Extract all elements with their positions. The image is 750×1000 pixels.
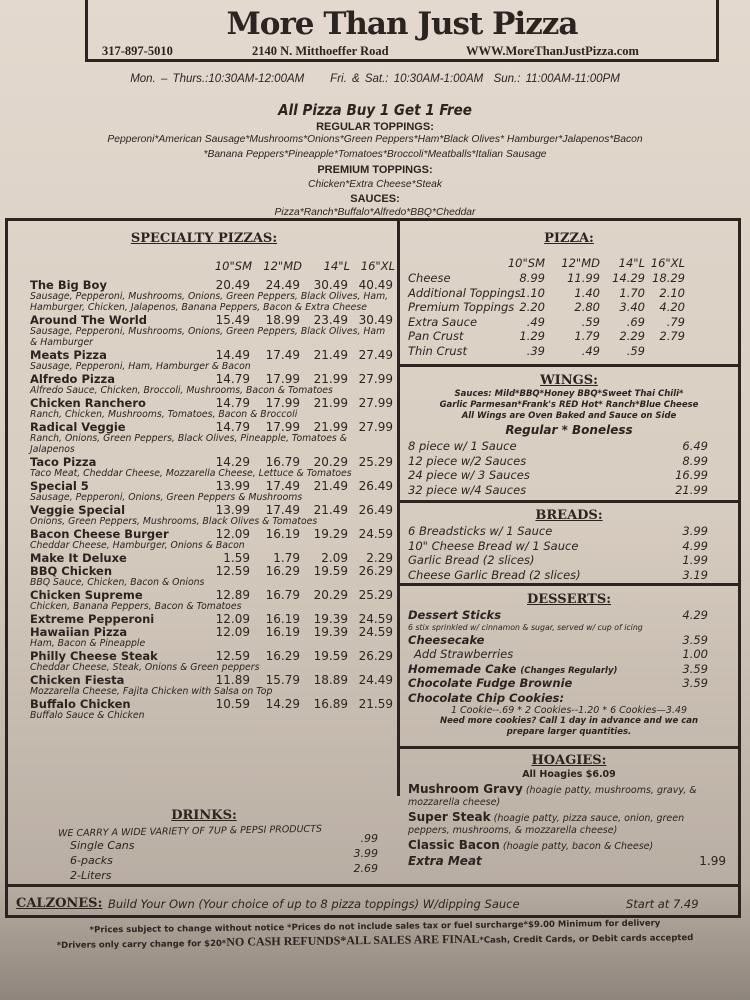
specialty-item (30, 551, 400, 564)
item-price: 19.39 (313, 625, 348, 639)
item-price: 21.49 (313, 503, 348, 517)
specialty-item (30, 697, 400, 721)
item-name: Around The World (30, 313, 147, 327)
extra-meat-price: 1.99 (699, 854, 726, 868)
item-price: 18.89 (313, 673, 348, 687)
item-price: 26.49 (358, 479, 393, 493)
item-price: 17.49 (265, 503, 300, 517)
wings-item-price: 8.99 (682, 453, 708, 468)
sauces-label: SAUCES: (350, 193, 400, 205)
pizza-price: .49 (526, 314, 545, 329)
size-headers (8, 259, 400, 273)
hoagies-section (400, 749, 738, 884)
restaurant-name: More Than Just Pizza (226, 6, 578, 42)
breads-item-name: Garlic Bread (2 slices) (408, 553, 535, 567)
hours: Mon. – Thurs.:10:30AM-12:00AM Fri. & Sat.: 10:30AM-1:00AM Sun.: 11:00AM-11:00PM (130, 73, 620, 85)
item-desc: Chicken, Banana Peppers, Bacon & Tomatoes (30, 601, 242, 612)
item-name: Chicken Fiesta (30, 673, 125, 687)
specialty-title: SPECIALTY PIZZAS: (130, 231, 278, 246)
specialty-item-row (30, 625, 400, 638)
breads-item-name: Cheese Garlic Bread (2 slices) (408, 567, 581, 582)
pizza-price: 1.29 (519, 329, 545, 343)
specialty-item (30, 479, 400, 503)
item-price: 12.09 (215, 612, 250, 626)
menu-box (5, 218, 741, 918)
pizza-row (400, 286, 738, 301)
item-price: 14.79 (215, 372, 250, 386)
pizza-price: 1.70 (619, 285, 645, 300)
wing-sauces-1: Sauces: Mild*BBQ*Honey BBQ*Sweet Thai Chili* (454, 389, 684, 399)
specialty-item-row (30, 479, 400, 492)
pizza-title: PIZZA: (544, 231, 594, 246)
item-desc: Onions, Green Peppers, Mushrooms, Black Olives & Tomatoes (30, 516, 318, 527)
header-box (85, 0, 719, 62)
item-desc: Ranch, Chicken, Mushrooms, Tomatoes, Bacon & Broccoli (30, 409, 298, 420)
item-price: 26.49 (358, 503, 393, 517)
hoagie-name: Mushroom Gravy (408, 782, 523, 796)
item-desc: Mozzarella Cheese, Fajita Chicken with Salsa on Top (30, 686, 273, 697)
pizza-price: .59 (581, 314, 600, 329)
item-price: 17.99 (265, 372, 300, 386)
specialty-item-row (30, 551, 400, 564)
hoagies-title: HOAGIES: (531, 753, 607, 768)
pizza-row-name: Thin Crust (408, 343, 467, 358)
specialty-item (30, 313, 400, 348)
specialty-item (30, 455, 400, 479)
wing-sauces-2: Garlic Parmesan*Frank's RED Hot* Ranch*Blue Cheese (439, 400, 699, 410)
item-desc: Sausage, Pepperoni, Mushrooms, Onions, Green Peppers, Black Olives, Ham & Hamburger (30, 326, 386, 348)
breads-section (400, 503, 738, 586)
drink-price: 2.69 (353, 862, 378, 875)
specialty-item (30, 649, 400, 673)
extra-meat: Extra Meat (408, 854, 482, 868)
hoagie-desc: (hoagie patty, mushrooms, gravy, & mozzarella cheese) (408, 785, 697, 808)
item-price: 14.29 (215, 455, 250, 469)
specialty-item (30, 503, 400, 527)
pizza-row (400, 315, 738, 330)
wings-item-name: 32 piece w/4 Sauces (408, 482, 527, 497)
item-name: Special 5 (30, 479, 89, 493)
drink-item: 6-packs (70, 854, 113, 867)
specialty-item (30, 625, 400, 649)
item-price: 20.29 (313, 455, 348, 469)
item-price: 12.89 (215, 588, 250, 602)
hoagie-name: Classic Bacon (408, 838, 500, 852)
item-price: 14.79 (215, 396, 250, 410)
item-price: 27.99 (358, 396, 393, 410)
cookie-note-2: prepare larger quantities. (506, 727, 632, 737)
item-price: 27.99 (358, 372, 393, 386)
item-price: 24.49 (265, 278, 300, 292)
pizza-price: 2.80 (574, 300, 600, 314)
pizza-row-name: Cheese (408, 271, 451, 285)
item-price: 26.29 (358, 649, 393, 663)
promo: All Pizza Buy 1 Get 1 Free (278, 101, 472, 119)
item-price: 17.49 (265, 479, 300, 493)
brownie: Chocolate Fudge Brownie (408, 676, 573, 690)
item-price: 20.49 (215, 278, 250, 292)
cookie-prices: 1 Cookie--.69 * 2 Cookies--1.20 * 6 Cookies—3.49 (450, 705, 688, 716)
item-price: 2.29 (366, 551, 393, 565)
breads-title: BREADS: (535, 508, 603, 523)
item-desc: Alfredo Sauce, Chicken, Broccoli, Mushrooms, Bacon & Tomatoes (30, 385, 333, 396)
wings-item-name: 24 piece w/ 3 Sauces (408, 468, 530, 482)
pizza-price: .59 (626, 343, 645, 358)
drinks-title: DRINKS: (171, 808, 237, 823)
pizza-price: .39 (526, 343, 545, 358)
item-price: 25.29 (358, 455, 393, 469)
calzones-row (8, 884, 738, 918)
pizza-price: .49 (581, 343, 600, 358)
item-desc: Cheddar Cheese, Steak, Onions & Green peppers (30, 662, 260, 673)
item-name: BBQ Chicken (30, 564, 113, 578)
item-price: 23.49 (313, 313, 348, 327)
item-price: 30.49 (313, 278, 348, 292)
cake-price: 3.59 (682, 661, 708, 676)
pizza-price: .69 (626, 314, 645, 329)
item-price: 16.29 (265, 649, 300, 663)
dessert-sticks-desc: 6 stix sprinkled w/ cinnamon & sugar, served w/ cup of icing (408, 622, 643, 632)
specialty-item-row (30, 649, 400, 662)
size-header: 14"L (323, 259, 350, 273)
breads-item (400, 553, 738, 568)
item-price: 1.59 (223, 551, 250, 565)
item-name: Veggie Special (30, 503, 126, 517)
specialty-item-row (30, 697, 400, 710)
size-header: 16"XL (360, 259, 395, 273)
item-price: 1.79 (273, 551, 300, 565)
calzones-price: Start at 7.49 (626, 897, 699, 911)
specialty-item-row (30, 564, 400, 577)
wing-note: All Wings are Oven Baked and Sauce on Side (461, 411, 677, 421)
footer-drivers: *Drivers only carry change for $20* (56, 938, 227, 951)
item-price: 19.29 (313, 527, 348, 541)
pizza-price: .79 (666, 314, 685, 329)
item-price: 16.79 (265, 455, 300, 469)
item-price: 14.49 (215, 348, 250, 362)
item-price: 18.99 (265, 313, 300, 327)
hoagie-name: Super Steak (408, 810, 491, 824)
specialty-item-row (30, 278, 400, 291)
item-name: The Big Boy (30, 278, 107, 292)
item-price: 12.59 (215, 564, 250, 578)
size-header: 12"MD (561, 256, 600, 270)
item-desc: Ranch, Onions, Green Peppers, Black Olives, Pineapple, Tomatoes & Jalapenos (30, 433, 347, 455)
calzones-desc: Build Your Own (Your choice of up to 8 pizza toppings) W/dipping Sauce (108, 897, 520, 911)
drink-item: 2-Liters (70, 869, 112, 882)
wings-item-price: 16.99 (675, 468, 708, 482)
footer-refunds: NO CASH REFUNDS*ALL SALES ARE FINAL (226, 931, 480, 949)
item-name: Extreme Pepperoni (30, 612, 155, 626)
drink-price: .99 (360, 832, 378, 845)
item-name: Chicken Supreme (30, 588, 143, 602)
cookies: Chocolate Chip Cookies: (408, 690, 565, 705)
pizza-row (400, 344, 738, 359)
item-name: Philly Cheese Steak (30, 649, 158, 663)
drink-item: Single Cans (70, 839, 135, 852)
item-price: 16.19 (265, 527, 300, 541)
sauces: Pizza*Ranch*Buffalo*Alfredo*BBQ*Cheddar (274, 207, 476, 218)
pizza-price: 14.29 (612, 271, 645, 285)
specialty-item-row (30, 313, 400, 326)
item-price: 24.49 (358, 673, 393, 687)
hoagie-item (408, 838, 726, 853)
specialty-item-row (30, 396, 400, 409)
specialty-item-row (30, 612, 400, 625)
phone[interactable]: 317-897-5010 (102, 44, 173, 58)
wings-item-price: 21.99 (675, 482, 708, 497)
specialty-pizzas-section (8, 221, 400, 796)
wings-item (400, 468, 738, 483)
breads-item (400, 524, 738, 539)
pizza-price: 2.20 (519, 300, 545, 314)
specialty-item-row (30, 503, 400, 516)
item-name: Bacon Cheese Burger (30, 527, 169, 541)
pizza-row (400, 329, 738, 344)
specialty-list (30, 278, 400, 721)
size-headers (400, 256, 738, 270)
item-price: 21.99 (313, 396, 348, 410)
item-desc: Sausage, Pepperoni, Ham, Hamburger & Bacon (30, 361, 251, 372)
pizza-row-name: Extra Sauce (408, 314, 478, 329)
wings-title: WINGS: (540, 373, 598, 388)
item-price: 13.99 (215, 503, 250, 517)
brownie-price: 3.59 (682, 676, 708, 690)
item-price: 10.59 (215, 697, 250, 711)
specialty-item-row (30, 372, 400, 385)
item-price: 16.29 (265, 564, 300, 578)
cheesecake-price: 3.59 (682, 632, 708, 647)
drinks-section (8, 796, 400, 884)
add-strawberries: Add Strawberries (414, 647, 514, 661)
pizza-price: 2.29 (619, 329, 645, 343)
item-price: 15.79 (265, 673, 300, 687)
regular-toppings-1: Pepperoni*American Sausage*Mushrooms*Onions*Green Peppers*Ham*Black Olives* Hamburger*Jalapenos*Bacon (107, 134, 643, 145)
item-price: 19.39 (313, 612, 348, 626)
specialty-item (30, 420, 400, 455)
item-price: 19.59 (313, 649, 348, 663)
wings-item (400, 439, 738, 454)
size-header: 14"L (618, 256, 645, 270)
item-price: 12.09 (215, 625, 250, 639)
premium-toppings-label: PREMIUM TOPPINGS: (317, 164, 433, 176)
website[interactable]: WWW.MoreThanJustPizza.com (466, 44, 639, 58)
size-header: 10"SM (507, 256, 545, 270)
hoagie-item (408, 782, 726, 809)
item-price: 16.79 (265, 588, 300, 602)
extra-meat-row (408, 854, 726, 868)
cookie-note-1: Need more cookies? Call 1 day in advance and we can (439, 716, 699, 726)
item-name: Chicken Ranchero (30, 396, 146, 410)
item-desc: Ham, Bacon & Pineapple (30, 638, 146, 649)
item-price: 11.89 (215, 673, 250, 687)
item-price: 21.49 (313, 479, 348, 493)
strawberries-price: 1.00 (682, 647, 708, 661)
wings-item (400, 483, 738, 498)
specialty-item-row (30, 527, 400, 540)
breads-item-price: 3.19 (682, 567, 708, 582)
item-price: 40.49 (358, 278, 393, 292)
item-desc: Cheddar Cheese, Hamburger, Onions & Bacon (30, 540, 245, 551)
item-price: 21.99 (313, 372, 348, 386)
item-desc: Buffalo Sauce & Chicken (30, 710, 145, 721)
wings-item-name: 8 piece w/ 1 Sauce (408, 439, 517, 453)
desserts-title: DESSERTS: (526, 592, 612, 607)
item-name: Make It Deluxe (30, 551, 127, 565)
wings-section (400, 367, 738, 503)
drink-price: 3.99 (353, 847, 378, 860)
pizza-row (400, 271, 738, 286)
pizza-price: 3.40 (619, 300, 645, 314)
pizza-price: 1.40 (574, 285, 600, 300)
item-price: 16.19 (265, 625, 300, 639)
pizza-price: 8.99 (519, 271, 545, 285)
item-price: 21.59 (358, 697, 393, 711)
dessert-sticks-price: 4.29 (682, 608, 708, 622)
breads-item (400, 539, 738, 554)
item-price: 24.59 (358, 527, 393, 541)
pizza-row (400, 300, 738, 315)
footer-line-1: *Prices subject to change without notice *Prices do not include sales tax or fuel surcharge*$9.00 Minimum for delivery (89, 918, 661, 936)
item-desc: Sausage, Pepperoni, Mushrooms, Onions, Green Peppers, Black Olives, Ham, Hamburger, Chicken, Jalapenos, Banana Peppers, Bacon & Extra Cheese (30, 291, 389, 313)
item-name: Hawaiian Pizza (30, 625, 128, 639)
size-header: 10"SM (214, 259, 252, 273)
item-price: 12.59 (215, 649, 250, 663)
item-price: 12.09 (215, 527, 250, 541)
specialty-item-row (30, 420, 400, 433)
item-price: 19.59 (313, 564, 348, 578)
item-price: 21.99 (313, 420, 348, 434)
pizza-price: 2.79 (659, 329, 685, 343)
item-price: 24.59 (358, 625, 393, 639)
pizza-price: 18.29 (652, 271, 685, 285)
specialty-item-row (30, 673, 400, 686)
homemade-cake: Homemade Cake (408, 661, 517, 676)
item-price: 24.59 (358, 612, 393, 626)
item-price: 17.99 (265, 396, 300, 410)
hoagie-item (408, 810, 726, 837)
wings-item-name: 12 piece w/2 Sauces (408, 453, 527, 468)
hoagie-desc: (hoagie patty, pizza sauce, onion, green peppers, mushrooms, & mozzarella cheese) (408, 813, 685, 836)
desserts-section (400, 586, 738, 749)
item-name: Alfredo Pizza (30, 372, 115, 386)
item-price: 25.29 (358, 588, 393, 602)
specialty-item (30, 278, 400, 313)
wings-item (400, 454, 738, 469)
pizza-price: 2.10 (659, 285, 685, 300)
pizza-price: 11.99 (567, 271, 600, 285)
cheesecake: Cheesecake (408, 632, 485, 647)
pizza-price: 4.20 (659, 300, 685, 314)
item-price: 14.79 (215, 420, 250, 434)
specialty-item (30, 372, 400, 396)
item-desc: Sausage, Pepperoni, Onions, Green Peppers & Mushrooms (30, 492, 303, 503)
breads-item-price: 1.99 (682, 553, 708, 567)
item-price: 20.29 (313, 588, 348, 602)
calzones-label: CALZONES: (16, 896, 103, 911)
item-price: 14.29 (265, 697, 300, 711)
specialty-item-row (30, 455, 400, 468)
footer-payment: *Cash, Credit Cards, or Debit cards accepted (479, 933, 694, 946)
regular-toppings-2: *Banana Peppers*Pineapple*Tomatoes*Broccoli*Meatballs*Italian Sausage (203, 149, 547, 160)
item-price: 17.49 (265, 348, 300, 362)
item-price: 26.29 (358, 564, 393, 578)
item-price: 21.49 (313, 348, 348, 362)
breads-item-name: 6 Breadsticks w/ 1 Sauce (408, 524, 553, 538)
item-price: 27.99 (358, 420, 393, 434)
pizza-section (400, 221, 738, 367)
specialty-item-row (30, 348, 400, 361)
pizza-row-name: Premium Toppings (408, 300, 515, 314)
specialty-item (30, 588, 400, 612)
breads-item-price: 4.99 (682, 538, 708, 553)
specialty-item (30, 673, 400, 697)
specialty-item (30, 396, 400, 420)
item-price: 15.49 (215, 313, 250, 327)
item-price: 27.49 (358, 348, 393, 362)
item-name: Taco Pizza (30, 455, 97, 469)
specialty-item-row (30, 588, 400, 601)
specialty-item (30, 612, 400, 625)
wing-types: Regular * Boneless (505, 423, 633, 437)
specialty-item (30, 348, 400, 372)
address: 2140 N. Mitthoeffer Road (252, 44, 389, 58)
dessert-sticks: Dessert Sticks (408, 608, 502, 622)
hoagies-all-price: All Hoagies $6.09 (522, 769, 616, 780)
item-desc: BBQ Sauce, Chicken, Bacon & Onions (30, 577, 205, 588)
hoagie-desc: (hoagie patty, bacon & Cheese) (502, 841, 654, 852)
pizza-row-name: Pan Crust (408, 329, 464, 343)
breads-item-name: 10" Cheese Bread w/ 1 Sauce (408, 538, 579, 553)
regular-toppings-label: REGULAR TOPPINGS: (316, 121, 434, 133)
size-header: 16"XL (650, 256, 685, 270)
premium-toppings: Chicken*Extra Cheese*Steak (308, 179, 442, 190)
item-price: 16.89 (313, 697, 348, 711)
item-name: Meats Pizza (30, 348, 107, 362)
item-desc: Taco Meat, Cheddar Cheese, Mozzarella Cheese, Lettuce & Tomatoes (30, 468, 352, 479)
breads-item (400, 568, 738, 583)
pizza-price: 1.79 (574, 329, 600, 343)
specialty-item (30, 564, 400, 588)
specialty-item (30, 527, 400, 551)
item-price: 17.99 (265, 420, 300, 434)
cake-note: (Changes Regularly) (520, 665, 618, 676)
item-price: 16.19 (265, 612, 300, 626)
item-price: 30.49 (358, 313, 393, 327)
wings-item-price: 6.49 (682, 439, 708, 453)
drinks-note: WE CARRY A WIDE VARIETY OF 7UP & PEPSI PRODUCTS (57, 823, 323, 840)
item-name: Radical Veggie (30, 420, 126, 434)
size-header: 12"MD (263, 259, 302, 273)
pizza-price: 1.10 (519, 285, 545, 300)
item-price: 2.09 (321, 551, 348, 565)
item-price: 13.99 (215, 479, 250, 493)
breads-item-price: 3.99 (682, 524, 708, 538)
item-name: Buffalo Chicken (30, 697, 131, 711)
pizza-row-name: Additional Toppings (408, 285, 521, 300)
